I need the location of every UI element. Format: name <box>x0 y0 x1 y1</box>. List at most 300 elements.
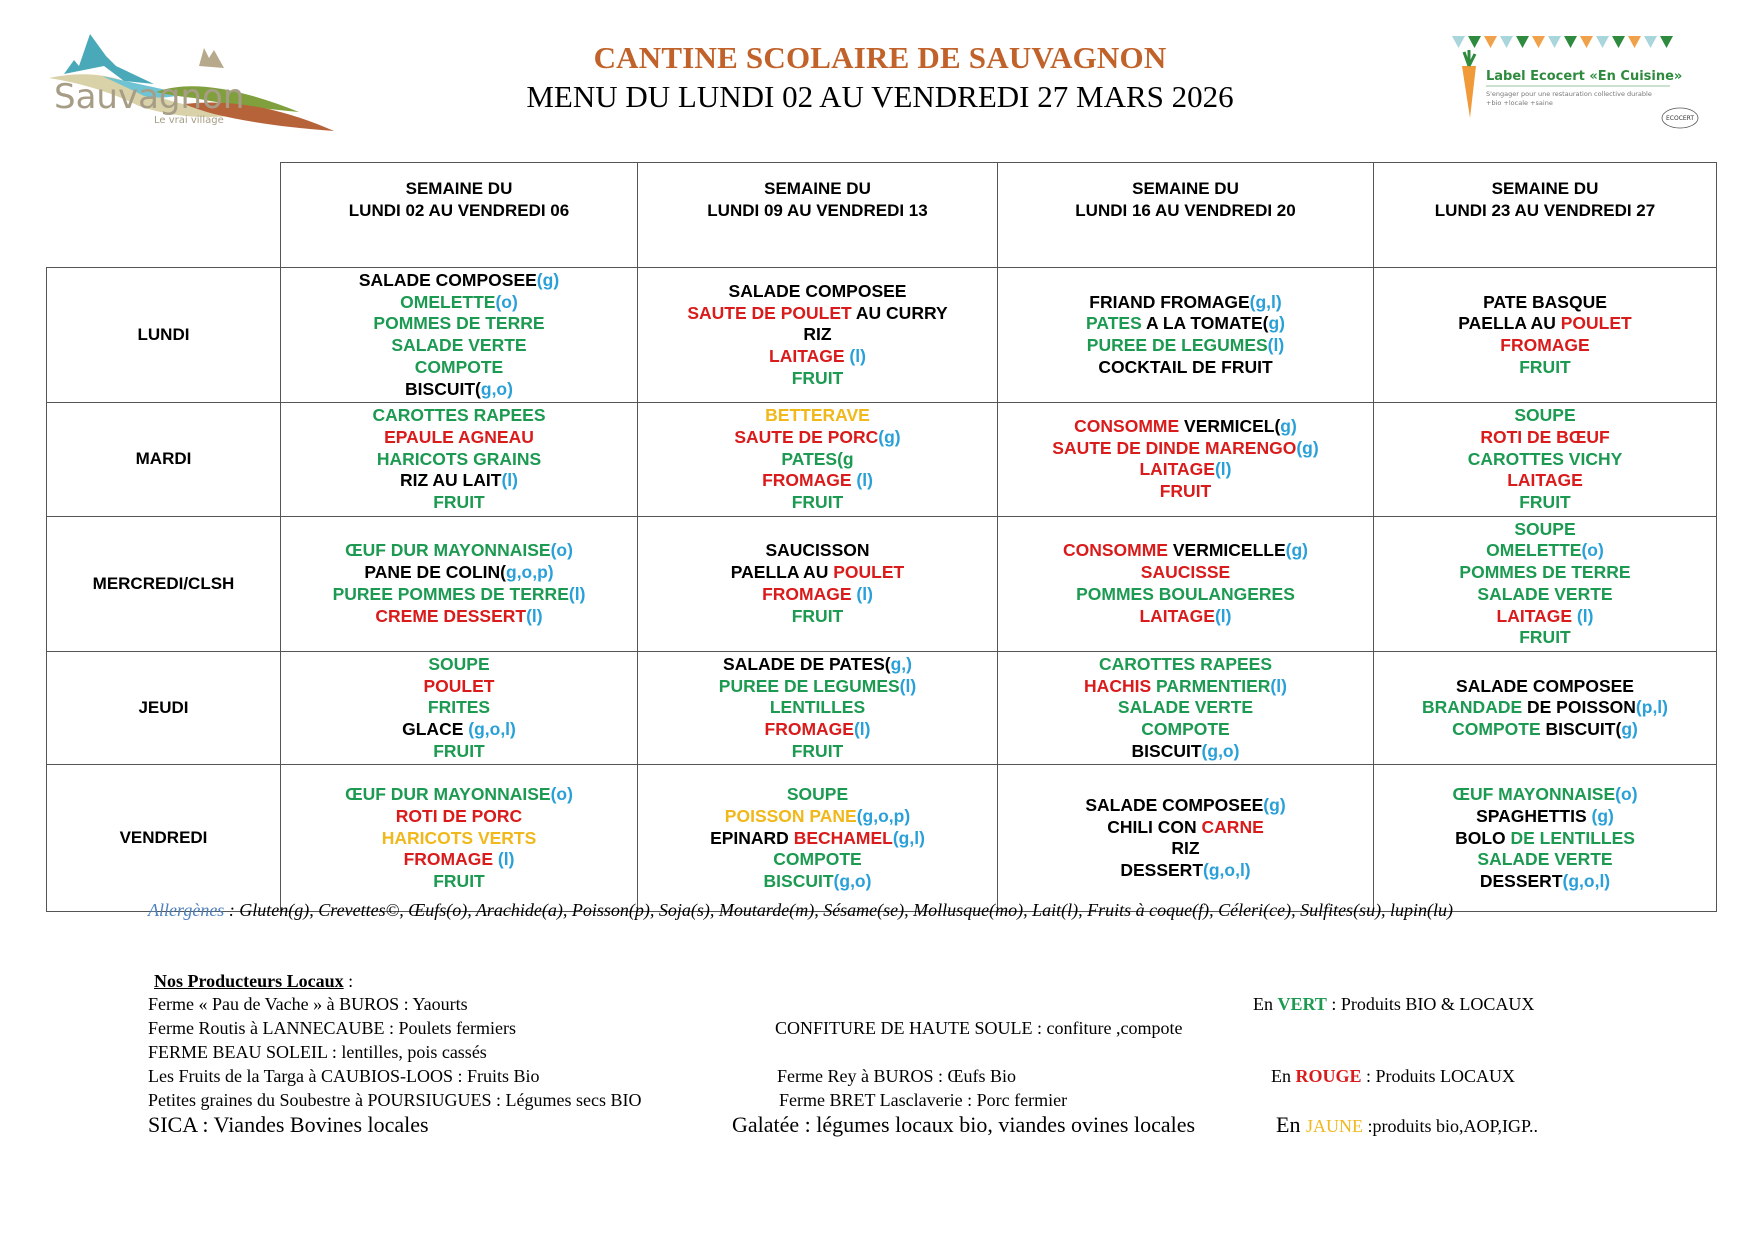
menu-item <box>1378 606 1712 628</box>
allergen-code: (l) <box>493 849 515 870</box>
dish-text: BETTERAVE <box>765 405 870 426</box>
dish-text: FRUIT <box>1519 627 1571 648</box>
menu-item <box>285 562 633 584</box>
allergens-note <box>148 899 1618 922</box>
dish-text: COMPOTE <box>1452 719 1541 740</box>
page-title <box>440 38 1320 116</box>
dish-text: ŒUF MAYONNAISE <box>1452 784 1616 805</box>
menu-item <box>1002 562 1369 584</box>
allergen-code: (l) <box>568 583 586 604</box>
dish-text: PAELLA AU <box>1458 313 1561 334</box>
ecocert-badge: ECOCERT <box>1666 115 1695 122</box>
dish-text: FRUIT <box>433 492 485 513</box>
dish-text: CAROTTES VICHY <box>1467 448 1623 469</box>
allergens-text: : Gluten(g), Crevettes©, Œufs(o), Arachide(a), Poisson(p), Soja(s), Moutarde(m), Sésame(se), Mollusque(mo), Lait(l), Fruits à coque(f), Céleri(ce), Sulfites(su), lupin(lu) <box>224 900 1454 920</box>
legend-green: En VERT : Produits BIO & LOCAUX <box>1253 994 1535 1014</box>
bunting-flag <box>1452 36 1465 48</box>
menu-item <box>1002 817 1369 839</box>
allergen-code: (l) <box>1267 335 1285 356</box>
menu-table <box>46 162 1717 912</box>
producers-heading: Nos Producteurs Locaux : <box>154 971 354 991</box>
dish-text: PANE DE COLIN( <box>364 562 506 583</box>
allergen-code: (l) <box>1214 459 1232 480</box>
week-header <box>281 163 638 268</box>
dish-text: VERMICELLE <box>1167 540 1286 561</box>
dish-text: POULET <box>423 675 495 696</box>
week-dates: LUNDI 16 AU VENDREDI 20 <box>1075 201 1296 220</box>
dish-text: LAITAGE <box>769 345 845 366</box>
menu-item <box>642 584 993 606</box>
dish-text: DESSERT <box>1120 860 1204 881</box>
week-header <box>1374 163 1717 268</box>
menu-item <box>1378 828 1712 850</box>
dish-text: BOLO <box>1455 827 1511 848</box>
menu-item <box>1002 313 1369 335</box>
bunting-flag <box>1628 36 1641 48</box>
allergen-code: (l) <box>851 583 873 604</box>
week-label: SEMAINE DU <box>405 179 513 198</box>
dish-text: BISCUIT <box>1131 740 1202 761</box>
day-row <box>47 765 1717 912</box>
menu-item <box>285 405 633 427</box>
menu-item <box>1378 540 1712 562</box>
dish-text: SALADE DE PATES( <box>723 653 891 674</box>
dish-text: BISCUIT <box>763 871 834 892</box>
allergen-code: (g,l) <box>892 827 925 848</box>
dish-text: SALADE VERTE <box>1477 849 1613 870</box>
dish-text: CAROTTES RAPEES <box>372 405 546 426</box>
dish-text: POULET <box>833 562 905 583</box>
menu-item <box>1378 357 1712 379</box>
menu-item <box>1002 606 1369 628</box>
dish-text: FRUIT <box>791 492 844 513</box>
meal-cell <box>998 403 1374 517</box>
meal-cell <box>281 403 638 517</box>
menu-item <box>1378 292 1712 314</box>
logo-tagline: Le vrai village <box>154 115 224 126</box>
week-header-row <box>47 163 1717 268</box>
allergen-code: g,o) <box>480 378 513 399</box>
menu-item <box>1002 676 1369 698</box>
menu-item <box>285 849 633 871</box>
dish-text: FRUIT <box>433 740 485 761</box>
dish-text: FRIAND FROMAGE <box>1089 291 1250 312</box>
menu-item <box>1378 697 1712 719</box>
dish-text: LAITAGE <box>1496 605 1573 626</box>
menu-item <box>1002 416 1369 438</box>
dish-text: BISCUIT( <box>1540 719 1622 740</box>
dish-text: SALADE COMPOSEE <box>1456 675 1634 696</box>
meal-cell <box>1374 516 1717 651</box>
allergen-code: (g) <box>1296 437 1319 458</box>
menu-item <box>1378 313 1712 335</box>
meal-cell <box>638 268 998 403</box>
menu-item <box>1378 676 1712 698</box>
allergen-code: (l) <box>851 470 873 491</box>
menu-item <box>1002 438 1369 460</box>
dish-text: COMPOTE <box>1141 719 1230 740</box>
menu-item <box>1378 335 1712 357</box>
producer-item: Ferme Rey à BUROS : Œufs Bio <box>777 1066 1017 1086</box>
meal-cell <box>638 516 998 651</box>
bunting-flag <box>1500 36 1513 48</box>
menu-item <box>642 540 993 562</box>
producer-item: Ferme « Pau de Vache » à BUROS : Yaourts <box>148 994 468 1014</box>
dish-text: SAUTE DE PORC <box>734 426 879 447</box>
menu-item <box>642 828 993 850</box>
dish-text: CONSOMME <box>1074 416 1180 437</box>
label-subtitle-2: +bio +locale +saine <box>1486 99 1553 107</box>
menu-item <box>642 470 993 492</box>
dish-text: BISCUIT( <box>405 378 481 399</box>
dish-text: HARICOTS VERTS <box>381 827 537 848</box>
dish-text: SALADE VERTE <box>1477 583 1613 604</box>
bunting-flag <box>1532 36 1545 48</box>
menu-item <box>1378 449 1712 471</box>
dish-text: LAITAGE <box>1139 605 1215 626</box>
menu-item <box>285 584 633 606</box>
menu-item <box>285 719 633 741</box>
menu-item <box>285 741 633 763</box>
menu-item <box>285 492 633 514</box>
dish-text: DESSERT <box>1479 871 1563 892</box>
menu-item <box>285 357 633 379</box>
menu-item <box>642 492 993 514</box>
dish-text: SOUPE <box>428 653 490 674</box>
menu-item <box>1002 795 1369 817</box>
menu-item <box>642 449 993 471</box>
bunting-flag <box>1564 36 1577 48</box>
dish-text: COMPOTE <box>414 356 504 377</box>
menu-item <box>1002 860 1369 882</box>
bunting-flag <box>1612 36 1625 48</box>
dish-text: POISSON PANE <box>724 805 857 826</box>
menu-item <box>1378 492 1712 514</box>
dish-text: SAUCISSON <box>765 540 870 561</box>
allergen-code: (g,o,p) <box>856 805 911 826</box>
dish-text: FRUIT <box>1159 481 1212 502</box>
menu-item <box>1378 806 1712 828</box>
dish-text: SALADE VERTE <box>391 335 527 356</box>
allergen-code: (g,o,l) <box>1562 871 1611 892</box>
menu-item <box>1002 838 1369 860</box>
menu-item <box>285 654 633 676</box>
bunting-flag <box>1516 36 1529 48</box>
title-line-1: CANTINE SCOLAIRE DE SAUVAGNON <box>593 40 1167 75</box>
menu-item <box>285 676 633 698</box>
producer-item: Ferme Routis à LANNECAUBE : Poulets fermiers <box>148 1018 516 1038</box>
dish-text: CONSOMME <box>1062 540 1168 561</box>
dish-text: OMELETTE <box>400 291 496 312</box>
week-label: SEMAINE DU <box>764 179 871 198</box>
day-row <box>47 651 1717 765</box>
menu-item <box>1002 719 1369 741</box>
day-row <box>47 268 1717 403</box>
legend-yellow: En JAUNE :produits bio,AOP,IGP.. <box>1276 1112 1538 1137</box>
label-title: Label Ecocert «En Cuisine» <box>1486 69 1683 84</box>
day-label: MARDI <box>47 403 281 517</box>
menu-item <box>1002 292 1369 314</box>
dish-text: FROMAGE <box>1500 335 1590 356</box>
producer-item: CONFITURE DE HAUTE SOULE : confiture ,compote <box>775 1018 1183 1038</box>
bunting-flag <box>1660 36 1673 48</box>
bunting-flag <box>1468 36 1481 48</box>
allergen-code: (l) <box>1270 675 1287 696</box>
allergen-code: (l) <box>899 675 917 696</box>
allergen-code: (l) <box>1572 605 1594 626</box>
day-row <box>47 516 1717 651</box>
menu-item <box>642 324 993 346</box>
dish-text: A LA TOMATE( <box>1141 313 1269 334</box>
dish-text: POMMES DE TERRE <box>1459 562 1631 583</box>
menu-item <box>285 313 633 335</box>
menu-item <box>1002 335 1369 357</box>
dish-text: SALADE COMPOSEE <box>358 270 537 290</box>
table-corner <box>47 163 281 268</box>
meal-cell <box>998 268 1374 403</box>
carrot-icon <box>1462 50 1476 118</box>
meal-cell <box>281 651 638 765</box>
allergen-code: (g) <box>1285 540 1308 561</box>
producer-item: Ferme BRET Lasclaverie : Porc fermier <box>779 1090 1068 1110</box>
dish-text: POULET <box>1560 313 1632 334</box>
allergen-code: (l) <box>853 719 871 740</box>
menu-item <box>1002 481 1369 503</box>
menu-item <box>1002 584 1369 606</box>
menu-item <box>642 849 993 871</box>
allergen-code: (l) <box>1214 605 1232 626</box>
menu-item <box>1378 562 1712 584</box>
bunting-icon <box>1450 28 1720 138</box>
dish-text: GLACE <box>402 719 469 740</box>
allergen-code: (o) <box>550 540 573 561</box>
menu-item <box>1378 427 1712 449</box>
dish-text: FROMAGE <box>764 719 854 740</box>
title-line-2: MENU DU LUNDI 02 AU VENDREDI 27 MARS 2026 <box>526 79 1234 114</box>
menu-item <box>285 292 633 314</box>
dish-text: SALADE COMPOSEE <box>1085 795 1264 816</box>
producer-item: FERME BEAU SOLEIL : lentilles, pois cassés <box>148 1042 487 1062</box>
menu-item <box>642 562 993 584</box>
dish-text: AU CURRY <box>851 302 948 323</box>
meal-cell <box>281 765 638 912</box>
day-row <box>47 403 1717 517</box>
producer-item: Les Fruits de la Targa à CAUBIOS-LOOS : Fruits Bio <box>148 1066 540 1086</box>
dish-text: FRUIT <box>1519 492 1571 513</box>
dish-text: EPAULE AGNEAU <box>384 426 534 447</box>
menu-item <box>1378 784 1712 806</box>
menu-item <box>1378 871 1712 893</box>
dish-text: POMMES BOULANGERES <box>1076 583 1295 604</box>
menu-item <box>642 697 993 719</box>
dish-text: VERMICEL( <box>1179 416 1281 437</box>
meal-cell <box>281 516 638 651</box>
allergen-code: (g,o) <box>1201 740 1240 761</box>
dish-text: PARMENTIER <box>1151 675 1271 696</box>
menu-item <box>285 784 633 806</box>
menu-item <box>1378 470 1712 492</box>
menu-item <box>1002 540 1369 562</box>
logo-text: Sauvagnon <box>54 77 245 117</box>
ecocert-label <box>1450 28 1720 138</box>
allergen-code: (g) <box>536 270 560 290</box>
menu-item <box>642 427 993 449</box>
dish-text: CREME DESSERT <box>375 605 527 626</box>
week-header <box>998 163 1374 268</box>
menu-item <box>1002 697 1369 719</box>
meal-cell <box>1374 765 1717 912</box>
allergen-code: g,) <box>890 653 912 674</box>
dish-text: EPINARD <box>710 827 794 848</box>
meal-cell <box>638 403 998 517</box>
producer-item: SICA : Viandes Bovines locales <box>148 1112 429 1137</box>
menu-item <box>1002 357 1369 379</box>
menu-item <box>1378 719 1712 741</box>
dish-text: SPAGHETTIS <box>1476 805 1592 826</box>
dish-text: PUREE DE LEGUMES <box>1086 335 1268 356</box>
allergen-code: (o) <box>1581 540 1604 561</box>
menu-item <box>1378 584 1712 606</box>
menu-item <box>1002 741 1369 763</box>
allergen-code: (g) <box>1591 805 1614 826</box>
meal-cell <box>1374 651 1717 765</box>
menu-item <box>1378 405 1712 427</box>
menu-item <box>285 427 633 449</box>
producer-item: Galatée : légumes locaux bio, viandes ovines locales <box>732 1112 1196 1137</box>
bunting-flag <box>1644 36 1657 48</box>
dish-text: SAUTE DE POULET <box>687 302 852 323</box>
day-label: VENDREDI <box>47 765 281 912</box>
meal-cell <box>1374 403 1717 517</box>
dish-text: FROMAGE <box>403 849 494 870</box>
menu-item <box>642 346 993 368</box>
dish-text: PAELLA AU <box>730 562 834 583</box>
dish-text: SALADE VERTE <box>1117 697 1254 718</box>
allergen-code: (l) <box>844 345 866 366</box>
dish-text: FRITES <box>427 697 491 718</box>
allergen-code: (o) <box>1615 784 1638 805</box>
menu-item <box>642 654 993 676</box>
dish-text: SOUPE <box>1514 518 1576 539</box>
menu-item <box>285 270 633 292</box>
dish-text: PATES <box>1086 313 1142 334</box>
dish-text: OMELETTE <box>1486 540 1582 561</box>
dish-text: ROTI DE PORC <box>395 805 523 826</box>
legend-red: En ROUGE : Produits LOCAUX <box>1271 1066 1516 1086</box>
dish-text: FRUIT <box>791 367 844 388</box>
dish-text: LENTILLES <box>769 697 866 718</box>
dish-text: RIZ <box>1171 838 1200 859</box>
dish-text: ŒUF DUR MAYONNAISE <box>345 784 551 805</box>
meal-cell <box>1374 268 1717 403</box>
dish-text: SAUTE DE DINDE MARENGO <box>1052 437 1297 458</box>
dish-text: CARNE <box>1201 816 1264 837</box>
dish-text: POMMES DE TERRE <box>373 313 545 334</box>
bunting-flag <box>1548 36 1561 48</box>
menu-item <box>285 828 633 850</box>
dish-text: PUREE DE LEGUMES <box>718 675 900 696</box>
dish-text: SAUCISSE <box>1140 562 1231 583</box>
menu-item <box>285 871 633 893</box>
dish-text: SALADE COMPOSEE <box>728 280 907 301</box>
menu-item <box>285 335 633 357</box>
allergen-code: (p,l) <box>1635 697 1668 718</box>
allergen-code: g) <box>1621 719 1638 740</box>
allergen-code: (o) <box>495 291 518 312</box>
dish-text: PATE BASQUE <box>1483 291 1607 312</box>
week-dates: LUNDI 09 AU VENDREDI 13 <box>707 201 928 220</box>
menu-item <box>1002 654 1369 676</box>
menu-item <box>642 606 993 628</box>
week-label: SEMAINE DU <box>1132 179 1239 198</box>
meal-cell <box>998 516 1374 651</box>
menu-item <box>285 697 633 719</box>
menu-item <box>642 303 993 325</box>
menu-item <box>642 871 993 893</box>
dish-text: SOUPE <box>786 784 849 805</box>
menu-item <box>1002 459 1369 481</box>
allergen-code: g,o,p) <box>506 562 554 583</box>
allergen-code: (g,o,l) <box>1203 860 1251 881</box>
dish-text: FRUIT <box>791 605 844 626</box>
menu-item <box>285 540 633 562</box>
bunting-flag <box>1580 36 1593 48</box>
menu-item <box>1378 519 1712 541</box>
label-subtitle-1: S'engager pour une restauration collective durable <box>1486 90 1652 98</box>
dish-text: HARICOTS GRAINS <box>376 448 542 469</box>
dish-text: FRUIT <box>791 740 844 761</box>
menu-item <box>285 806 633 828</box>
menu-item <box>642 281 993 303</box>
bunting-flag <box>1484 36 1497 48</box>
allergen-code: (g,l) <box>1249 291 1282 312</box>
dish-text: FRUIT <box>433 871 485 892</box>
menu-item <box>1378 627 1712 649</box>
menu-item <box>1378 849 1712 871</box>
allergen-code: (g) <box>878 426 901 447</box>
meal-cell <box>281 268 638 403</box>
dish-text: CAROTTES RAPEES <box>1098 653 1273 674</box>
dish-text: PATES(g <box>781 448 854 469</box>
dish-text: SOUPE <box>1514 405 1576 426</box>
dish-text: COCKTAIL DE FRUIT <box>1098 356 1273 377</box>
allergen-code: (g,o,l) <box>468 719 516 740</box>
week-dates: LUNDI 23 AU VENDREDI 27 <box>1434 201 1656 220</box>
dish-text: RIZ AU LAIT <box>400 470 502 491</box>
allergen-code: g) <box>1280 416 1297 437</box>
sauvagnon-logo <box>44 26 344 131</box>
menu-item <box>285 379 633 401</box>
day-label: MERCREDI/CLSH <box>47 516 281 651</box>
meal-cell <box>998 651 1374 765</box>
day-label: JEUDI <box>47 651 281 765</box>
menu-item <box>642 405 993 427</box>
menu-item <box>642 806 993 828</box>
producer-item: Petites graines du Soubestre à POURSIUGUES : Légumes secs BIO <box>148 1090 642 1110</box>
dish-text: DE POISSON <box>1522 697 1636 718</box>
dish-text: FROMAGE <box>762 470 852 491</box>
dish-text: ROTI DE BŒUF <box>1480 426 1610 447</box>
allergen-code: (g) <box>1263 795 1286 816</box>
dish-text: COMPOTE <box>773 849 862 870</box>
menu-item <box>642 784 993 806</box>
dish-text: DE LENTILLES <box>1510 827 1635 848</box>
dish-text: RIZ <box>803 324 832 345</box>
week-label: SEMAINE DU <box>1491 179 1599 198</box>
allergens-label: Allergènes <box>148 900 225 920</box>
meal-cell <box>638 765 998 912</box>
menu-item <box>642 719 993 741</box>
